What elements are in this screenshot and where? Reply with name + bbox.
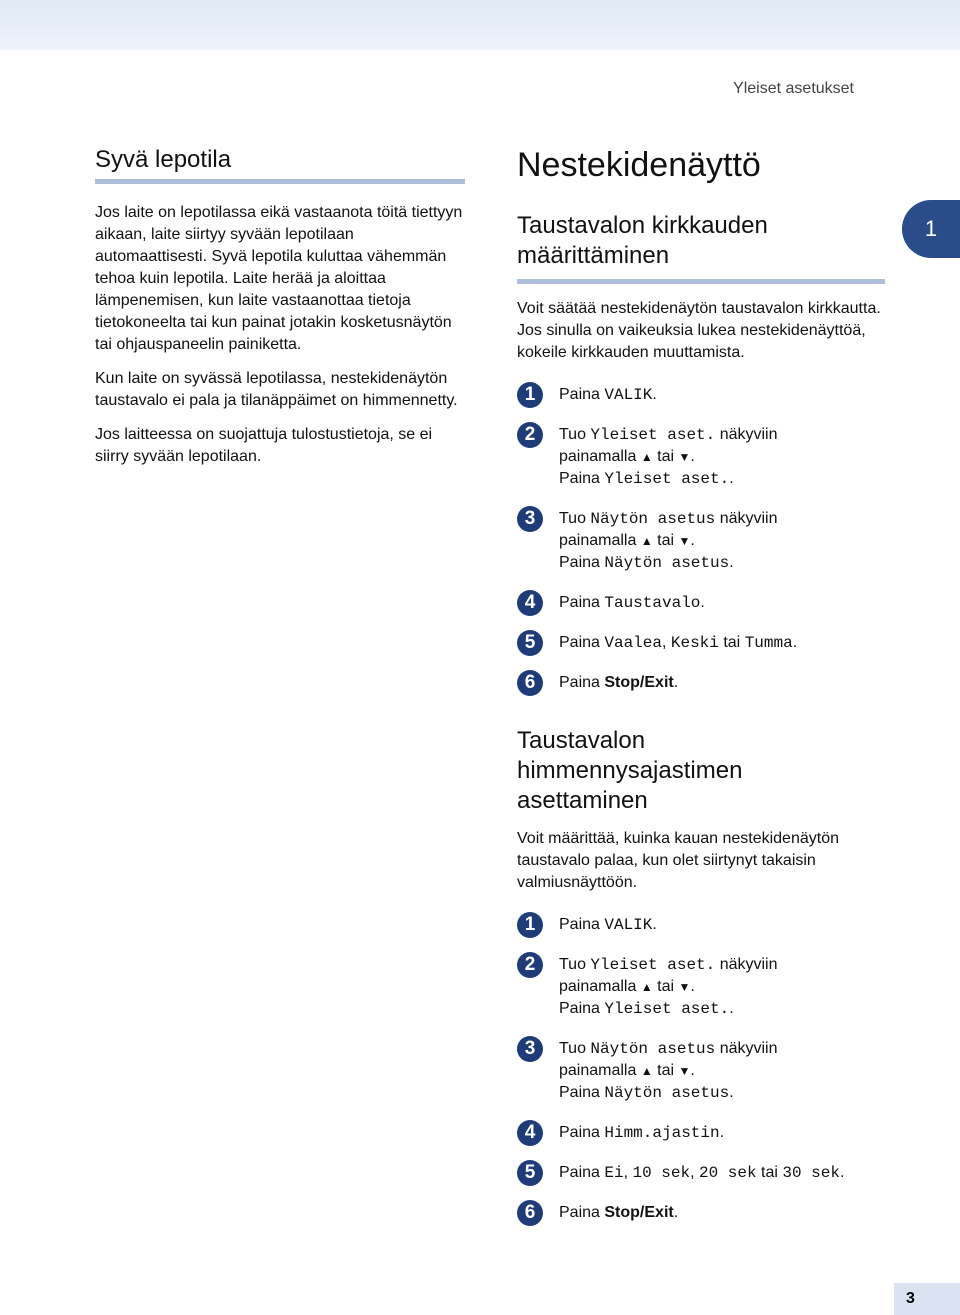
section-brightness bbox=[517, 211, 902, 694]
step-badge: 2 bbox=[517, 422, 543, 448]
page-number: 3 bbox=[906, 1290, 915, 1307]
lcd-text: Keski bbox=[670, 634, 719, 652]
step-4: 4 Paina Himm.ajastin. bbox=[517, 1122, 902, 1144]
step-badge: 6 bbox=[517, 670, 543, 696]
lcd-text: Himm.ajastin bbox=[604, 1124, 720, 1142]
running-head: Yleiset asetukset bbox=[733, 80, 854, 97]
step-6: 6 Paina Stop/Exit. bbox=[517, 1202, 902, 1224]
title-line: määrittäminen bbox=[517, 242, 670, 269]
step-badge: 1 bbox=[517, 912, 543, 938]
section-intro: Voit määrittää, kuinka kauan nestekidenäytön taustavalo palaa, kun olet siirtynyt takaisin valmiusnäyttöön. bbox=[517, 830, 839, 891]
down-arrow-icon: ▼ bbox=[678, 1064, 691, 1078]
step-4: 4 Paina Taustavalo. bbox=[517, 592, 902, 614]
step-badge: 2 bbox=[517, 952, 543, 978]
title-line: Taustavalon kirkkauden bbox=[517, 212, 768, 239]
top-banner bbox=[0, 0, 960, 50]
lcd-text: Näytön asetus bbox=[590, 1040, 716, 1058]
step-2: 2 Tuo Yleiset aset. näkyviin painamalla ▲ tai ▼. Paina Yleiset aset.. bbox=[517, 954, 902, 1020]
section-title bbox=[517, 726, 902, 816]
lcd-text: Tumma bbox=[744, 634, 793, 652]
step-2: 2 Tuo Yleiset aset. näkyviin painamalla ▲ tai ▼. Paina Yleiset aset.. bbox=[517, 424, 902, 490]
section-dimmer bbox=[517, 726, 902, 1224]
lcd-text: Yleiset aset. bbox=[604, 470, 730, 488]
step-badge: 4 bbox=[517, 1120, 543, 1146]
paragraph: Kun laite on syvässä lepotilassa, nestekidenäytön taustavalo ei pala ja tilanäppäimet on himmennetty. bbox=[95, 370, 458, 409]
lcd-text: Näytön asetus bbox=[604, 554, 730, 572]
up-arrow-icon: ▲ bbox=[640, 980, 653, 994]
down-arrow-icon: ▼ bbox=[678, 450, 691, 464]
step-badge: 3 bbox=[517, 506, 543, 532]
step-6: 6 Paina Stop/Exit. bbox=[517, 672, 902, 694]
paragraph: Jos laite on lepotilassa eikä vastaanota töitä tiettyyn aikaan, laite siirtyy syvään lepotilaan automaattisesti. Syvä lepotila kuluttaa vähemmän tehoa kuin lepotila. Laite herää ja aloittaa lämpenemisen, kun laite vastaanottaa tietoja tietokoneelta tai kun painat jotakin kosketusnäytön tai ohjauspaneelin painiketta. bbox=[95, 204, 463, 353]
title-line: Taustavalon bbox=[517, 727, 646, 754]
step-5: 5 Paina Vaalea, Keski tai Tumma. bbox=[517, 632, 902, 654]
lcd-text: Ei bbox=[604, 1164, 624, 1182]
paragraph: Jos laitteessa on suojattuja tulostustietoja, se ei siirry syvään lepotilaan. bbox=[95, 426, 433, 465]
step-badge: 6 bbox=[517, 1200, 543, 1226]
up-arrow-icon: ▲ bbox=[640, 534, 653, 548]
section-intro: Voit säätää nestekidenäytön taustavalon kirkkautta. Jos sinulla on vaikeuksia lukea nestekidenäyttöä, kokeile kirkkauden muuttamista. bbox=[517, 300, 881, 361]
page-number-box bbox=[894, 1283, 960, 1315]
up-arrow-icon: ▲ bbox=[640, 1064, 653, 1078]
lcd-text: Yleiset aset. bbox=[604, 1000, 730, 1018]
chapter-number: 1 bbox=[924, 216, 938, 241]
lcd-text: Näytön asetus bbox=[604, 1084, 730, 1102]
section-rule bbox=[517, 279, 885, 284]
step-1: 1 Paina VALIK. bbox=[517, 914, 902, 936]
key-name: Stop/Exit bbox=[604, 1204, 674, 1221]
lcd-text: Vaalea bbox=[604, 634, 662, 652]
up-arrow-icon: ▲ bbox=[640, 450, 653, 464]
lcd-text: 20 sek bbox=[698, 1164, 757, 1182]
right-column bbox=[517, 145, 902, 1242]
lcd-text: 10 sek bbox=[632, 1164, 691, 1182]
title-line: asettaminen bbox=[517, 787, 648, 814]
step-3: 3 Tuo Näytön asetus näkyviin painamalla ▲ tai ▼. Paina Näytön asetus. bbox=[517, 1038, 902, 1104]
title-line: himmennysajastimen bbox=[517, 757, 743, 784]
lcd-text: Taustavalo bbox=[604, 594, 701, 612]
step-badge: 5 bbox=[517, 630, 543, 656]
lcd-text: VALIK bbox=[604, 916, 653, 934]
step-badge: 4 bbox=[517, 590, 543, 616]
down-arrow-icon: ▼ bbox=[678, 980, 691, 994]
step-1: 1 Paina VALIK. bbox=[517, 384, 902, 406]
lcd-text: Yleiset aset. bbox=[590, 956, 716, 974]
section-title bbox=[517, 211, 902, 271]
step-5: 5 Paina Ei, 10 sek, 20 sek tai 30 sek. bbox=[517, 1162, 902, 1184]
step-3: 3 Tuo Näytön asetus näkyviin painamalla ▲ tai ▼. Paina Näytön asetus. bbox=[517, 508, 902, 574]
left-column bbox=[95, 145, 465, 480]
section-title-deep-sleep: Syvä lepotila bbox=[95, 145, 465, 184]
lcd-text: VALIK bbox=[604, 386, 653, 404]
step-badge: 1 bbox=[517, 382, 543, 408]
step-badge: 5 bbox=[517, 1160, 543, 1186]
down-arrow-icon: ▼ bbox=[678, 534, 691, 548]
key-name: Stop/Exit bbox=[604, 674, 674, 691]
lcd-text: Näytön asetus bbox=[590, 510, 716, 528]
lcd-text: Yleiset aset. bbox=[590, 426, 716, 444]
chapter-title: Nestekidenäyttö bbox=[517, 146, 761, 184]
step-badge: 3 bbox=[517, 1036, 543, 1062]
lcd-text: 30 sek bbox=[782, 1164, 840, 1182]
chapter-tab bbox=[902, 200, 960, 258]
